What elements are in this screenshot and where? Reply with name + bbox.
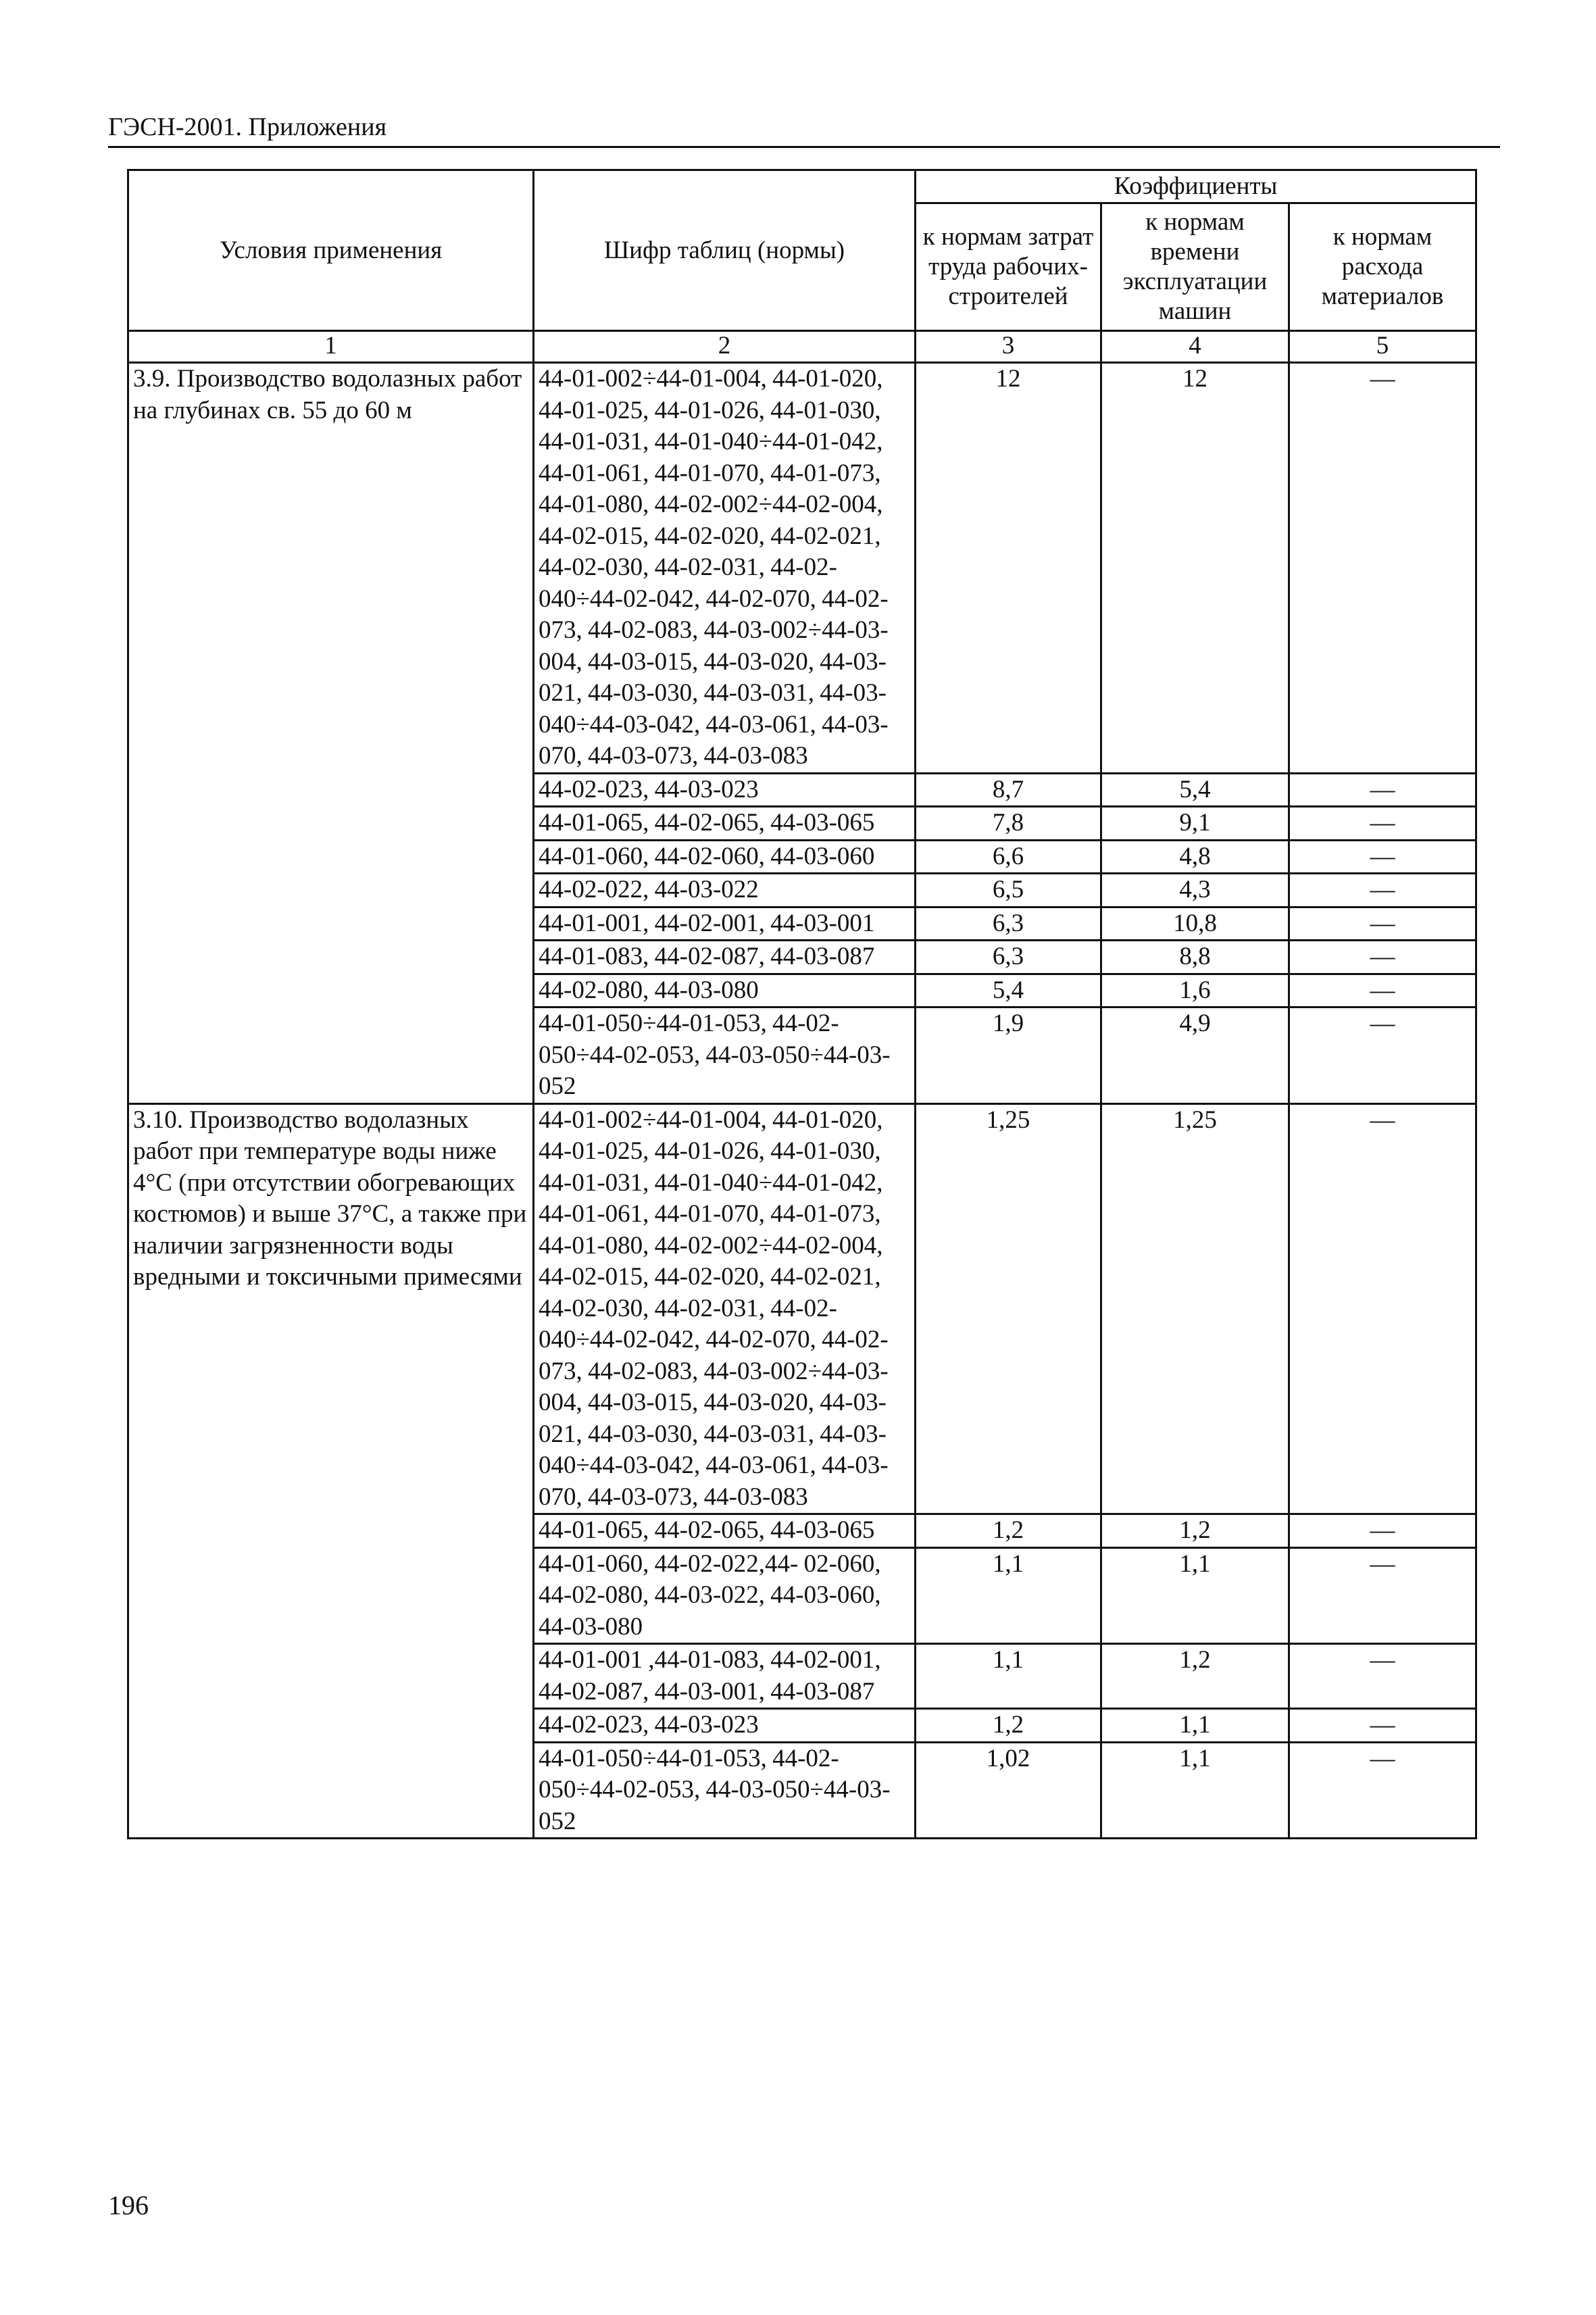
code-cell: 44-01-060, 44-02-022,44- 02-060, 44-02-080, 44-03-022, 44-03-060, 44-03-080	[534, 1547, 916, 1644]
code-cell: 44-01-001 ,44-01-083, 44-02-001, 44-02-087, 44-03-001, 44-03-087	[534, 1644, 916, 1709]
labor-coefficient-cell: 6,6	[916, 840, 1101, 874]
machines-coefficient-cell: 1,1	[1101, 1742, 1289, 1839]
materials-coefficient-cell: —	[1289, 1103, 1476, 1514]
column-numbers-row	[128, 331, 1476, 363]
labor-coefficient-cell: 1,02	[916, 1742, 1101, 1839]
materials-coefficient-cell: —	[1289, 807, 1476, 841]
materials-coefficient-cell: —	[1289, 1547, 1476, 1644]
machines-coefficient-cell: 10,8	[1101, 907, 1289, 941]
code-cell: 44-01-060, 44-02-060, 44-03-060	[534, 840, 916, 874]
labor-coefficient-cell: 5,4	[916, 974, 1101, 1007]
machines-coefficient-cell: 1,6	[1101, 974, 1289, 1007]
materials-coefficient-cell: —	[1289, 1644, 1476, 1709]
column-header-labor: к нормам затрат труда рабочих-строителей	[916, 203, 1101, 331]
machines-coefficient-cell: 4,3	[1101, 874, 1289, 907]
code-cell: 44-02-023, 44-03-023	[534, 1709, 916, 1743]
machines-coefficient-cell: 1,1	[1101, 1709, 1289, 1743]
document-title: ГЭСН-2001. Приложения	[108, 113, 387, 141]
column-number: 1	[128, 331, 534, 363]
column-header-machines: к нормам времени эксплуатации машин	[1101, 203, 1289, 331]
labor-coefficient-cell: 1,1	[916, 1547, 1101, 1644]
labor-coefficient-cell: 6,3	[916, 941, 1101, 974]
column-header-coefficients: Коэффициенты	[916, 170, 1476, 203]
materials-coefficient-cell: —	[1289, 773, 1476, 807]
labor-coefficient-cell: 1,1	[916, 1644, 1101, 1709]
column-number: 2	[534, 331, 916, 363]
materials-coefficient-cell: —	[1289, 907, 1476, 941]
table-row	[128, 1103, 1476, 1514]
materials-coefficient-cell: —	[1289, 363, 1476, 774]
condition-cell: 3.10. Производство водолазных работ при температуре воды ниже 4°С (при отсутствии обогревающих костюмов) и выше 37°С, а также при наличии загрязненности воды вредными и токсичными примесями	[128, 1103, 534, 1839]
code-cell: 44-01-083, 44-02-087, 44-03-087	[534, 941, 916, 974]
labor-coefficient-cell: 12	[916, 363, 1101, 774]
page-number: 196	[108, 2190, 149, 2220]
column-header-conditions: Условия применения	[128, 170, 534, 331]
code-cell: 44-02-022, 44-03-022	[534, 874, 916, 907]
materials-coefficient-cell: —	[1289, 974, 1476, 1007]
code-cell: 44-01-002÷44-01-004, 44-01-020, 44-01-025, 44-01-026, 44-01-030, 44-01-031, 44-01-040÷44-01-042, 44-01-061, 44-01-070, 44-01-073, 44-01-080, 44-02-002÷44-02-004, 44-02-015, 44-02-020, 44-02-021, 44-02-030, 44-02-031, 44-02-040÷44-02-042, 44-02-070, 44-02-073, 44-02-083, 44-03-002÷44-03-004, 44-03-015, 44-03-020, 44-03-021, 44-03-030, 44-03-031, 44-03-040÷44-03-042, 44-03-061, 44-03-070, 44-03-073, 44-03-083	[534, 1103, 916, 1514]
machines-coefficient-cell: 1,2	[1101, 1644, 1289, 1709]
machines-coefficient-cell: 5,4	[1101, 773, 1289, 807]
code-cell: 44-01-050÷44-01-053, 44-02-050÷44-02-053, 44-03-050÷44-03-052	[534, 1007, 916, 1104]
materials-coefficient-cell: —	[1289, 1709, 1476, 1743]
code-cell: 44-01-065, 44-02-065, 44-03-065	[534, 1514, 916, 1548]
column-header-codes: Шифр таблиц (нормы)	[534, 170, 916, 331]
column-header-materials: к нормам расхода материалов	[1289, 203, 1476, 331]
labor-coefficient-cell: 6,5	[916, 874, 1101, 907]
column-number: 5	[1289, 331, 1476, 363]
code-cell: 44-01-001, 44-02-001, 44-03-001	[534, 907, 916, 941]
materials-coefficient-cell: —	[1289, 1514, 1476, 1548]
code-cell: 44-01-065, 44-02-065, 44-03-065	[534, 807, 916, 841]
materials-coefficient-cell: —	[1289, 874, 1476, 907]
labor-coefficient-cell: 1,9	[916, 1007, 1101, 1104]
code-cell: 44-02-080, 44-03-080	[534, 974, 916, 1007]
coefficients-table	[127, 169, 1477, 1839]
machines-coefficient-cell: 1,2	[1101, 1514, 1289, 1548]
machines-coefficient-cell: 4,8	[1101, 840, 1289, 874]
materials-coefficient-cell: —	[1289, 1742, 1476, 1839]
machines-coefficient-cell: 8,8	[1101, 941, 1289, 974]
labor-coefficient-cell: 1,2	[916, 1709, 1101, 1743]
condition-cell: 3.9. Производство водолазных работ на глубинах св. 55 до 60 м	[128, 363, 534, 1104]
materials-coefficient-cell: —	[1289, 1007, 1476, 1104]
code-cell: 44-01-002÷44-01-004, 44-01-020, 44-01-025, 44-01-026, 44-01-030, 44-01-031, 44-01-040÷44-01-042, 44-01-061, 44-01-070, 44-01-073, 44-01-080, 44-02-002÷44-02-004, 44-02-015, 44-02-020, 44-02-021, 44-02-030, 44-02-031, 44-02-040÷44-02-042, 44-02-070, 44-02-073, 44-02-083, 44-03-002÷44-03-004, 44-03-015, 44-03-020, 44-03-021, 44-03-030, 44-03-031, 44-03-040÷44-03-042, 44-03-061, 44-03-070, 44-03-073, 44-03-083	[534, 363, 916, 774]
labor-coefficient-cell: 7,8	[916, 807, 1101, 841]
code-cell: 44-01-050÷44-01-053, 44-02-050÷44-02-053, 44-03-050÷44-03-052	[534, 1742, 916, 1839]
table-body	[128, 363, 1476, 1839]
materials-coefficient-cell: —	[1289, 941, 1476, 974]
table-row	[128, 363, 1476, 774]
machines-coefficient-cell: 1,25	[1101, 1103, 1289, 1514]
machines-coefficient-cell: 1,1	[1101, 1547, 1289, 1644]
materials-coefficient-cell: —	[1289, 840, 1476, 874]
machines-coefficient-cell: 12	[1101, 363, 1289, 774]
column-number: 3	[916, 331, 1101, 363]
column-number: 4	[1101, 331, 1289, 363]
labor-coefficient-cell: 1,25	[916, 1103, 1101, 1514]
labor-coefficient-cell: 8,7	[916, 773, 1101, 807]
machines-coefficient-cell: 9,1	[1101, 807, 1289, 841]
page-header	[108, 112, 1500, 148]
labor-coefficient-cell: 1,2	[916, 1514, 1101, 1548]
labor-coefficient-cell: 6,3	[916, 907, 1101, 941]
machines-coefficient-cell: 4,9	[1101, 1007, 1289, 1104]
code-cell: 44-02-023, 44-03-023	[534, 773, 916, 807]
